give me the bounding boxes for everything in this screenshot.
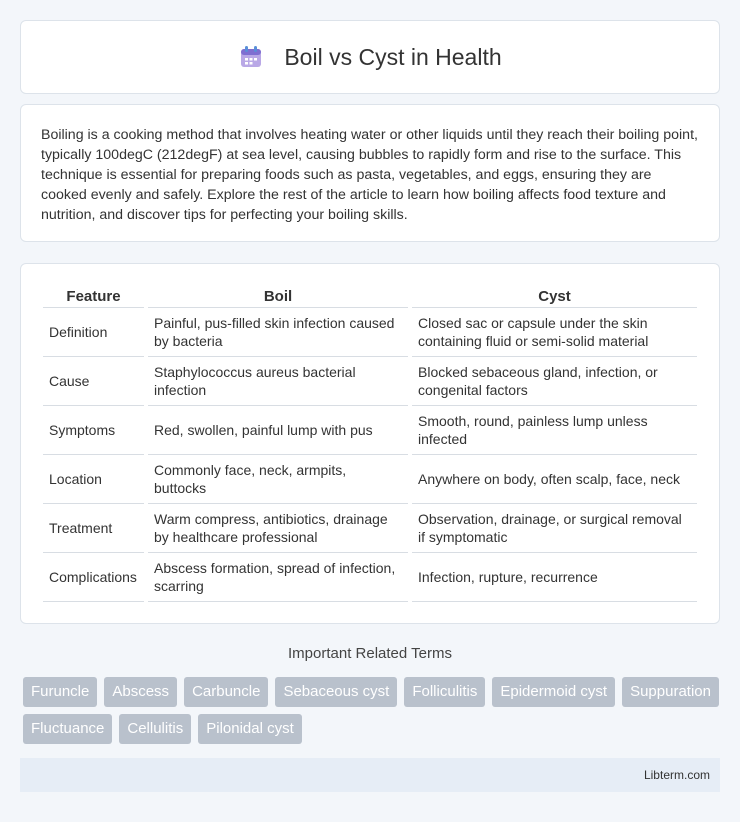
page-title: Boil vs Cyst in Health (284, 43, 502, 70)
column-header: Feature (43, 284, 144, 308)
footer (20, 758, 720, 792)
table-cell: Complications (43, 553, 144, 602)
table-row (43, 308, 697, 357)
table-cell: Painful, pus-filled skin infection caused by bacteria (148, 308, 408, 357)
related-term-tag[interactable]: Epidermoid cyst (492, 677, 615, 707)
table-cell: Cause (43, 357, 144, 406)
intro-card (20, 104, 720, 242)
table-cell: Definition (43, 308, 144, 357)
related-term-tag[interactable]: Abscess (104, 677, 177, 707)
table-row (43, 553, 697, 602)
footer-site-link[interactable]: Libterm.com (643, 768, 710, 782)
table-cell: Observation, drainage, or surgical removal if symptomatic (412, 504, 697, 553)
table-cell: Staphylococcus aureus bacterial infection (148, 357, 408, 406)
table-cell: Smooth, round, painless lump unless infected (412, 406, 697, 455)
table-cell: Treatment (43, 504, 144, 553)
table-cell: Location (43, 455, 144, 504)
table-cell: Anywhere on body, often scalp, face, neck (412, 455, 697, 504)
table-header-row (43, 284, 697, 308)
intro-text: Boiling is a cooking method that involves heating water or other liquids until they reach their boiling point, typically 100degC (212degF) at sea level, causing bubbles to rapidly form and rise to the surface. This technique is essential for preparing foods such as pasta, vegetables, and eggs, ensuring they are cooked evenly and safely. Explore the rest of the article to learn how boiling affects food texture and nutrition, and discover tips for perfecting your boiling skills. (41, 127, 698, 223)
table-cell: Blocked sebaceous gland, infection, or congenital factors (412, 357, 697, 406)
table-row (43, 357, 697, 406)
table-row (43, 406, 697, 455)
related-term-tag[interactable]: Furuncle (23, 677, 97, 707)
related-term-tag[interactable]: Cellulitis (119, 714, 191, 744)
related-terms-heading: Important Related Terms (288, 645, 452, 662)
column-header: Boil (148, 284, 408, 308)
comparison-table (39, 284, 701, 602)
table-cell: Abscess formation, spread of infection, scarring (148, 553, 408, 602)
comparison-table-card (20, 263, 720, 624)
table-cell: Infection, rupture, recurrence (412, 553, 697, 602)
related-term-tag[interactable]: Suppuration (622, 677, 719, 707)
related-term-tag[interactable]: Pilonidal cyst (198, 714, 302, 744)
related-term-tag[interactable]: Folliculitis (404, 677, 485, 707)
calendar-icon (238, 44, 264, 70)
table-row (43, 504, 697, 553)
related-term-tag[interactable]: Carbuncle (184, 677, 268, 707)
table-cell: Closed sac or capsule under the skin containing fluid or semi-solid material (412, 308, 697, 357)
table-cell: Warm compress, antibiotics, drainage by healthcare professional (148, 504, 408, 553)
table-cell: Symptoms (43, 406, 144, 455)
related-term-tag[interactable]: Sebaceous cyst (275, 677, 397, 707)
header-card (20, 20, 720, 94)
table-cell: Red, swollen, painful lump with pus (148, 406, 408, 455)
column-header: Cyst (412, 284, 697, 308)
table-row (43, 455, 697, 504)
table-cell: Commonly face, neck, armpits, buttocks (148, 455, 408, 504)
related-term-tag[interactable]: Fluctuance (23, 714, 112, 744)
related-terms-list (23, 677, 723, 744)
